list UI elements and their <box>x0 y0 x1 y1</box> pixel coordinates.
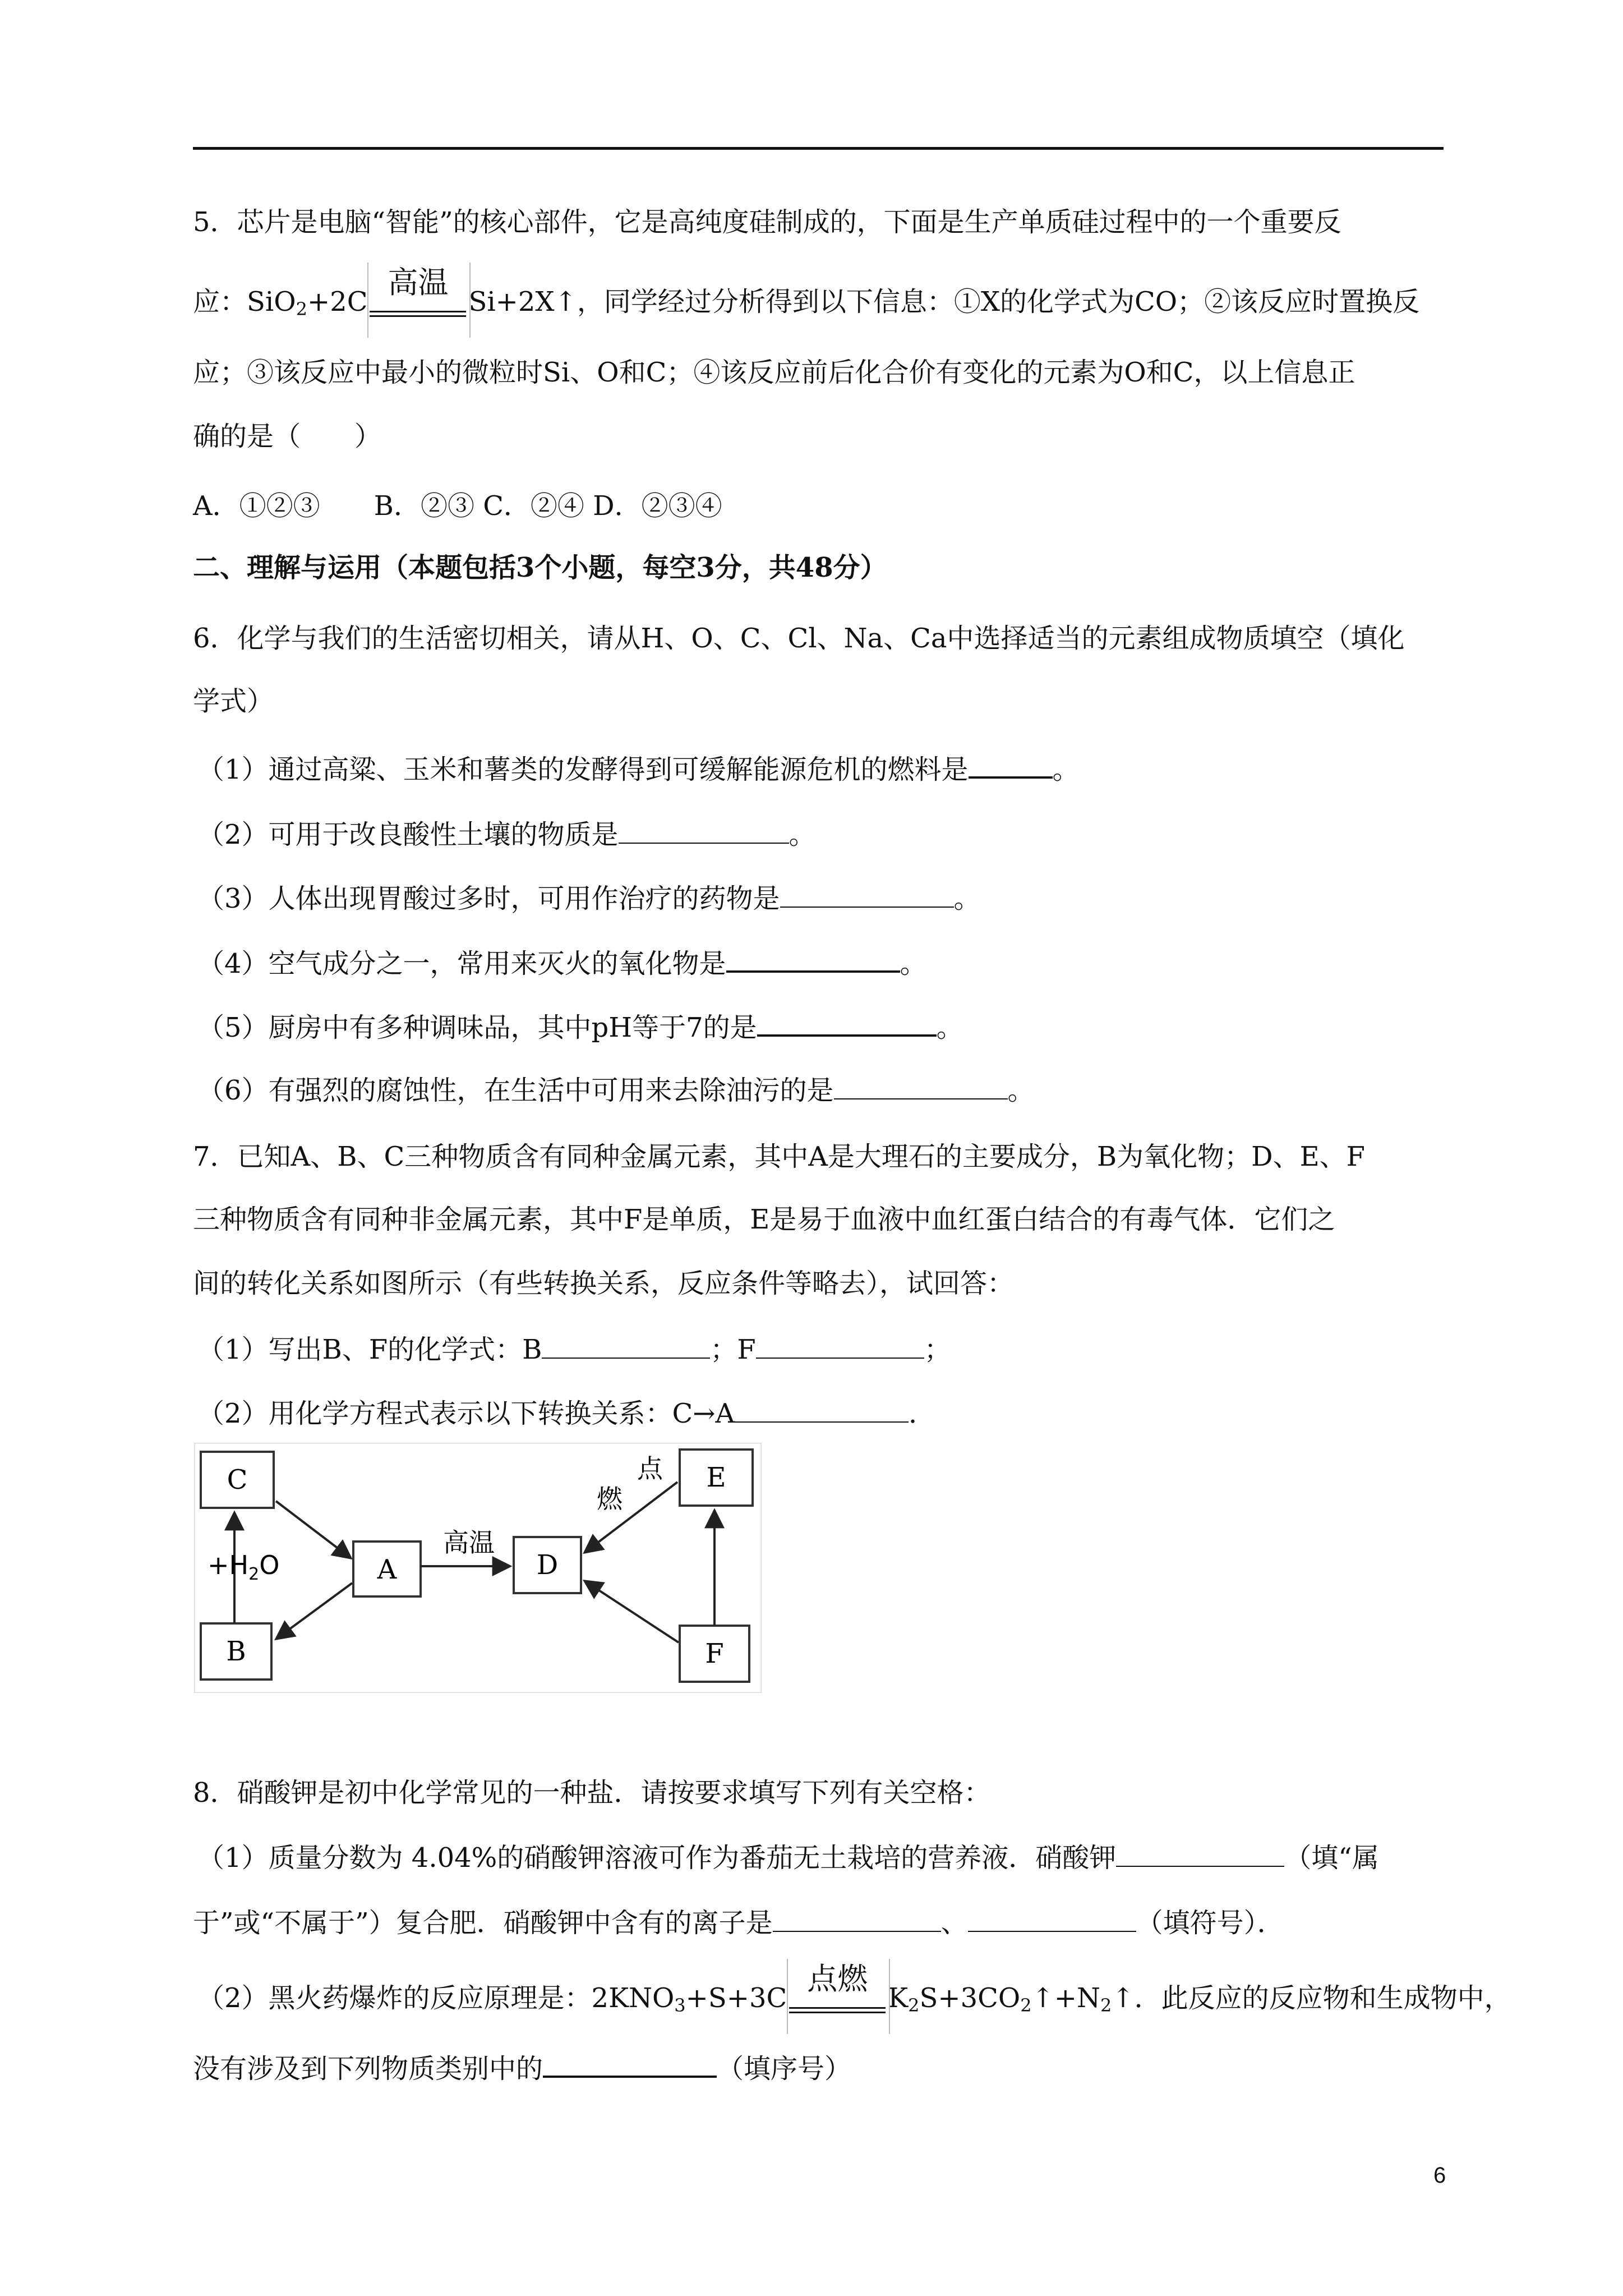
node-d <box>514 1537 581 1593</box>
answer-blank[interactable] <box>543 2051 717 2078</box>
section-2-title: 二、理解与运用（本题包括3个小题，每空3分，共48分） <box>193 552 887 583</box>
reaction-condition-high-temp: 高温 <box>367 285 468 319</box>
q7-sub-2: （2）用化学方程式表示以下转换关系：C→A ． <box>197 1398 936 1429</box>
svg-text:B: B <box>226 1636 246 1667</box>
label-high-temp: 高温 <box>443 1527 495 1558</box>
reaction-condition-ignite: 点燃 <box>787 1981 888 2015</box>
answer-blank[interactable] <box>757 1010 937 1037</box>
q5-line-2: 应：SiO$_2$+2C 高温 Si+2X↑，同学经过分析得到以下信息：①X的化学式为CO；②该反应时置换反 <box>193 285 1419 319</box>
answer-blank[interactable] <box>969 752 1053 779</box>
q7-line-1: 7．已知A、B、C三种物质含有同种金属元素，其中A是大理石的主要成分，B为氧化物；D、E、F <box>193 1141 1365 1172</box>
node-a <box>353 1542 421 1596</box>
label-plus-h2o: $+H_2O$ <box>208 1550 280 1584</box>
page-number: 6 <box>1433 2163 1446 2188</box>
answer-blank[interactable] <box>756 1333 924 1359</box>
answer-blank[interactable] <box>726 946 900 973</box>
svg-text:D: D <box>536 1549 559 1581</box>
answer-blank[interactable] <box>1116 1841 1284 1867</box>
svg-text:A: A <box>377 1554 397 1585</box>
q8-sub-1a: （1）质量分数为 4.04%的硝酸钾溶液可作为番茄无土栽培的营养液．硝酸钾 （填“属 <box>197 1842 1379 1874</box>
answer-blank[interactable] <box>619 818 789 844</box>
q6-item-1: （1）通过高粱、玉米和薯类的发酵得到可缓解能源危机的燃料是 。 <box>197 752 1080 786</box>
answer-blank[interactable] <box>735 1397 909 1423</box>
q6-line-2: 学式） <box>193 685 274 717</box>
q7-line-3: 间的转化关系如图所示（有些转换关系，反应条件等略去），试回答： <box>193 1268 1015 1299</box>
answer-blank[interactable] <box>773 1906 941 1932</box>
svg-text:F: F <box>705 1638 724 1669</box>
node-b <box>201 1623 271 1680</box>
q6-item-4: （4）空气成分之一，常用来灭火的氧化物是 。 <box>197 946 927 981</box>
q6-line-1: 6．化学与我们的生活密切相关，请从H、O、C、Cl、Na、Ca中选择适当的元素组成物质填空（填化 <box>193 623 1405 654</box>
answer-blank[interactable] <box>968 1906 1136 1932</box>
node-c <box>201 1452 274 1508</box>
q8-sub-1b: 于”或“不属于”）复合肥．硝酸钾中含有的离子是 、 （填符号）． <box>193 1907 1284 1939</box>
conversion-diagram <box>194 1443 762 1693</box>
q6-item-3: （3）人体出现胃酸过多时，可用作治疗的药物是 。 <box>197 883 981 914</box>
svg-text:C: C <box>227 1464 248 1496</box>
q8-sub-2-line-2: 没有涉及到下列物质类别中的 （填序号） <box>193 2051 851 2086</box>
label-ignite-1: 点 <box>637 1453 663 1484</box>
node-e <box>680 1450 753 1506</box>
label-ignite-2: 燃 <box>597 1484 623 1514</box>
svg-text:E: E <box>706 1462 726 1493</box>
q5-line-1: 5．芯片是电脑“智能”的核心部件，它是高纯度硅制成的，下面是生产单质硅过程中的一个重要反 <box>193 206 1341 238</box>
q8-line-1: 8．硝酸钾是初中化学常见的一种盐．请按要求填写下列有关空格： <box>193 1777 991 1809</box>
answer-blank[interactable] <box>542 1333 710 1359</box>
answer-blank[interactable] <box>780 882 954 908</box>
q6-item-6: （6）有强烈的腐蚀性，在生活中可用来去除油污的是 。 <box>197 1075 1035 1106</box>
node-f <box>680 1626 749 1682</box>
q6-item-2: （2）可用于改良酸性土壤的物质是 。 <box>197 819 816 850</box>
q8-sub-2: （2）黑火药爆炸的反应原理是：$2KNO_3+S+3C$ 点燃 $K_2S+3CO_2↑+N_2↑$．此反应的反应物和生成物中， <box>197 1981 1511 2015</box>
header-rule <box>193 147 1444 150</box>
q5-line-4: 确的是（ ） <box>193 421 382 452</box>
q6-item-5: （5）厨房中有多种调味品，其中pH等于7的是 。 <box>197 1010 963 1045</box>
q5-options: A．①②③ B．②③ C．②④ D．②③④ <box>193 490 722 522</box>
q7-line-2: 三种物质含有同种非金属元素，其中F是单质，E是易于血液中血红蛋白结合的有毒气体．它们之 <box>193 1204 1335 1235</box>
answer-blank[interactable] <box>834 1074 1008 1099</box>
q5-line-3: 应；③该反应中最小的微粒时Si、O和C；④该反应前后化合价有变化的元素为O和C，以上信息正 <box>193 357 1355 388</box>
q7-sub-1: （1）写出B、F的化学式：B ；F ； <box>197 1334 951 1365</box>
